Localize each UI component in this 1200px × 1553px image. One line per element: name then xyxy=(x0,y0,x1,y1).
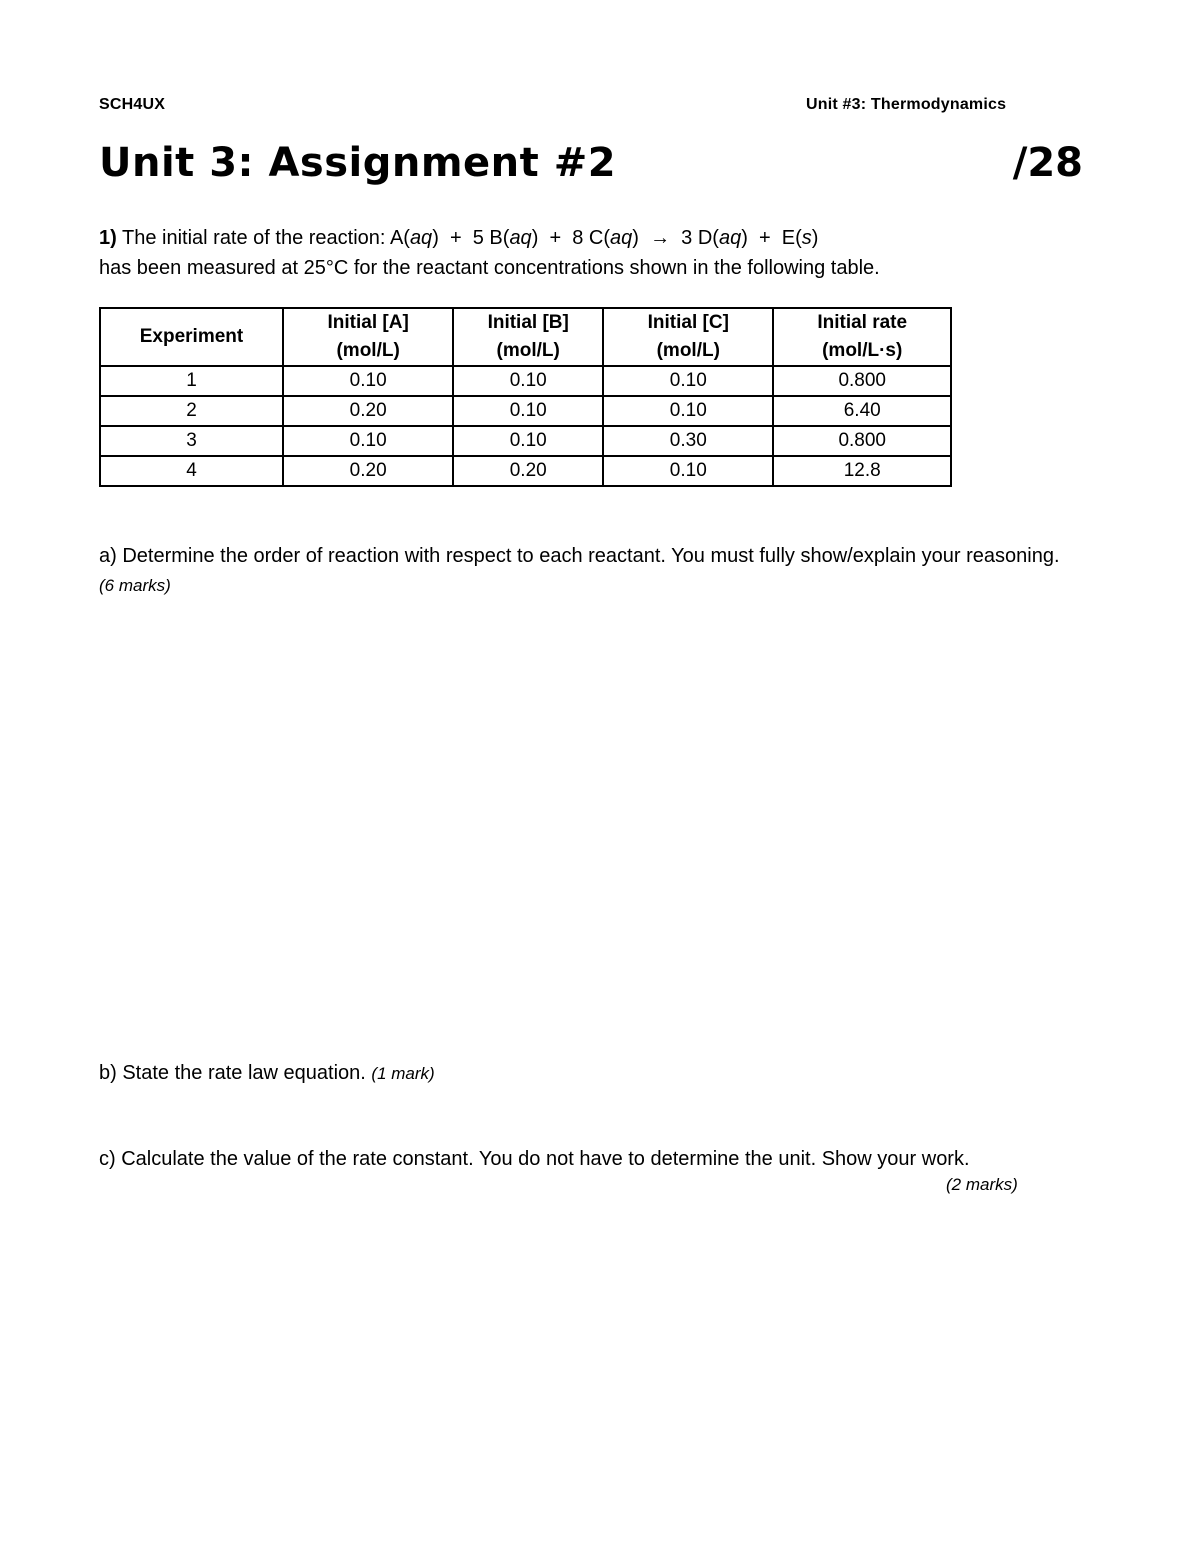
table-cell: 3 xyxy=(100,426,283,456)
table-cell: 0.800 xyxy=(773,426,951,456)
table-cell: 12.8 xyxy=(773,456,951,486)
table-cell: 0.30 xyxy=(603,426,773,456)
part-a xyxy=(99,542,1079,600)
table-cell: 0.10 xyxy=(603,396,773,426)
part-c-text: c) Calculate the value of the rate constant. You do not have to determine the unit. Show your work. xyxy=(99,1148,970,1170)
reaction-equation: A(aq) + 5 B(aq) + 8 C(aq) → 3 D(aq) + E(s) xyxy=(389,227,819,249)
header-initial-b: Initial [B] (mol/L) xyxy=(453,308,603,366)
table-row xyxy=(100,366,951,396)
table-cell: 0.10 xyxy=(453,426,603,456)
table-row xyxy=(100,396,951,426)
page-title: Unit 3: Assignment #2 xyxy=(99,140,617,186)
table-cell: 0.20 xyxy=(283,396,453,426)
part-b-text: b) State the rate law equation. xyxy=(99,1062,366,1084)
header-experiment: Experiment xyxy=(100,308,283,366)
table-cell: 2 xyxy=(100,396,283,426)
header-initial-c: Initial [C] (mol/L) xyxy=(603,308,773,366)
table-row xyxy=(100,456,951,486)
question-1-line-1 xyxy=(99,223,1059,253)
table-cell: 4 xyxy=(100,456,283,486)
question-number: 1) xyxy=(99,227,117,249)
part-a-text: a) Determine the order of reaction with respect to each reactant. You must fully show/explain your reasoning. xyxy=(99,545,1060,567)
table-cell: 0.10 xyxy=(283,366,453,396)
table-cell: 0.20 xyxy=(283,456,453,486)
table-cell: 0.10 xyxy=(603,366,773,396)
part-c-marks: (2 marks) xyxy=(946,1175,1018,1194)
header-initial-a: Initial [A] (mol/L) xyxy=(283,308,453,366)
header-initial-rate: Initial rate (mol/L·s) xyxy=(773,308,951,366)
unit-label: Unit #3: Thermodynamics xyxy=(806,96,1007,113)
part-a-marks: (6 marks) xyxy=(99,576,171,595)
table-row xyxy=(100,426,951,456)
table-cell: 0.10 xyxy=(603,456,773,486)
table-cell: 0.20 xyxy=(453,456,603,486)
part-b xyxy=(99,1059,435,1088)
rate-data-table xyxy=(99,307,952,487)
table-cell: 6.40 xyxy=(773,396,951,426)
question-1 xyxy=(99,223,1059,283)
total-score: /28 xyxy=(1012,140,1083,186)
table-cell: 0.10 xyxy=(453,396,603,426)
part-b-marks: (1 mark) xyxy=(371,1064,435,1083)
table-header-row xyxy=(100,308,951,366)
table-cell: 1 xyxy=(100,366,283,396)
question-intro: The initial rate of the reaction: xyxy=(122,227,386,249)
course-code: SCH4UX xyxy=(99,96,166,113)
table-cell: 0.800 xyxy=(773,366,951,396)
table-cell: 0.10 xyxy=(283,426,453,456)
table-cell: 0.10 xyxy=(453,366,603,396)
question-1-line-2: has been measured at 25°C for the reactant concentrations shown in the following table. xyxy=(99,257,880,279)
